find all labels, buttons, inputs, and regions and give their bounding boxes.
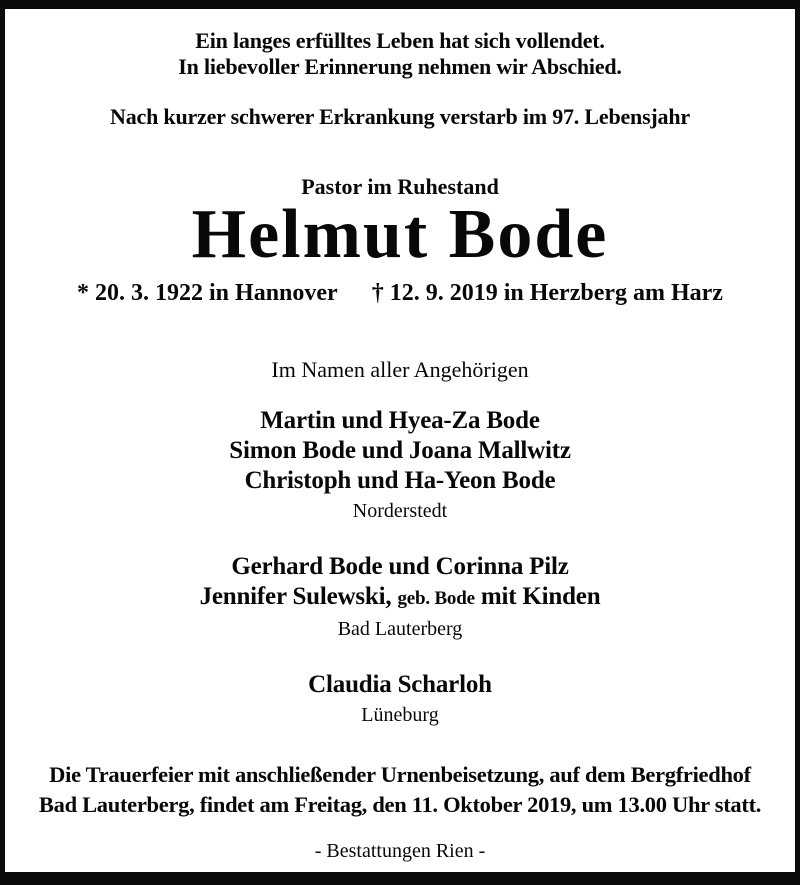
deceased-name: Helmut Bode: [191, 196, 609, 273]
life-dates: [5, 278, 795, 308]
name-segment: Claudia Scharloh: [308, 671, 492, 698]
mourner-group: [5, 552, 795, 642]
in-name-of-text: Im Namen aller Angehörigen: [271, 357, 529, 382]
undertaker-credit: - Bestattungen Rien -: [314, 840, 486, 862]
name-segment-small: geb. Bode: [397, 588, 475, 609]
mourner-names: [5, 670, 795, 700]
funeral-info: [5, 760, 795, 820]
mourner-name: [5, 552, 795, 582]
birth-date: * 20. 3. 1922 in Hannover: [77, 280, 338, 306]
mourner-name: [5, 466, 795, 496]
mourner-city: Bad Lauterberg: [337, 618, 463, 640]
name-segment: Martin und Hyea-Za Bode: [260, 407, 540, 434]
mourner-name: [5, 582, 795, 614]
mourner-name: [5, 436, 795, 466]
death-announcement: Nach kurzer schwerer Erkrankung verstarb im 97. Lebensjahr: [110, 104, 690, 129]
mourner-city: Norderstedt: [352, 500, 448, 522]
name-segment: mit Kinden: [474, 583, 601, 610]
mourner-groups: [5, 406, 795, 728]
name-segment: Jennifer Sulewski,: [199, 583, 398, 610]
mourner-names: [5, 406, 795, 496]
funeral-info-line-1: Die Trauerfeier mit anschließender Urnenbeisetzung, auf dem Bergfriedhof: [49, 762, 751, 787]
name-segment: Gerhard Bode und Corinna Pilz: [231, 553, 569, 580]
funeral-info-line-2: Bad Lauterberg, findet am Freitag, den 11. Oktober 2019, um 13.00 Uhr statt.: [38, 792, 762, 817]
mourner-name: [5, 406, 795, 436]
mourner-city: Lüneburg: [361, 704, 439, 726]
intro-line-1: Ein langes erfülltes Leben hat sich vollendet.: [195, 28, 605, 53]
name-segment: Simon Bode und Joana Mallwitz: [229, 437, 571, 464]
obituary-notice: [5, 28, 795, 864]
name-segment: Christoph und Ha-Yeon Bode: [244, 467, 556, 494]
death-date: † 12. 9. 2019 in Herzberg am Harz: [371, 280, 723, 306]
mourner-name: [5, 670, 795, 700]
intro-line-2: In liebevoller Erinnerung nehmen wir Abschied.: [178, 54, 622, 79]
intro-lines: [5, 28, 795, 80]
mourner-group: [5, 406, 795, 524]
deceased-role: Pastor im Ruhestand: [301, 174, 499, 199]
mourner-names: [5, 552, 795, 614]
mourner-group: [5, 670, 795, 728]
